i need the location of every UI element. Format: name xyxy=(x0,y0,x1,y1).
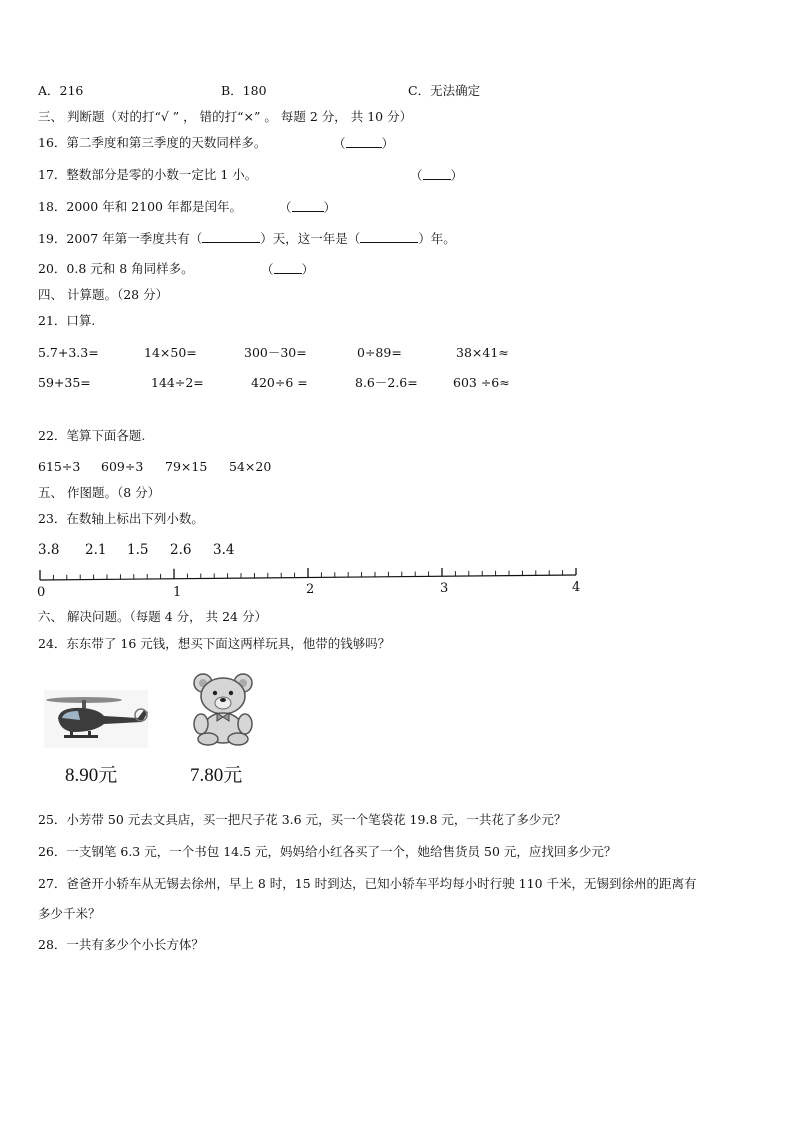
answer-blank-17: （ ） xyxy=(410,168,464,183)
question-22-title: 22．笔算下面各题. xyxy=(38,428,146,443)
section-4-title: 四、 计算题。（28 分） xyxy=(38,287,169,302)
written-calc-item: 609÷3 xyxy=(101,459,144,474)
question-27-line-1: 27．爸爸开小轿车从无锡去徐州，早上 8 时，15 时到达，已知小轿车平均每小时行驶 110 千米，无锡到徐州的距离有 xyxy=(38,876,697,891)
question-16: 16．第二季度和第三季度的天数同样多。 xyxy=(38,135,267,150)
calc-item: 14×50= xyxy=(144,345,197,360)
written-calc-item: 54×20 xyxy=(229,459,272,474)
calc-item: 5.7+3.3= xyxy=(38,345,99,360)
written-calc-item: 615÷3 xyxy=(38,459,81,474)
decimal-item: 3.8 xyxy=(38,542,60,558)
option-c: C．无法确定 xyxy=(408,83,481,98)
section-5-title: 五、 作图题。（8 分） xyxy=(38,485,161,500)
calc-item: 603 ÷6≈ xyxy=(453,375,510,390)
answer-blank-16: （ ） xyxy=(333,136,395,151)
question-17: 17．整数部分是零的小数一定比 1 小。 xyxy=(38,167,258,182)
axis-label: 2 xyxy=(306,582,315,597)
section-3-title: 三、 判断题（对的打“√ ” ， 错的打“×” 。 每题 2 分， 共 10 分） xyxy=(38,109,413,124)
calc-item: 0÷89= xyxy=(357,345,402,360)
axis-label: 0 xyxy=(37,585,46,600)
calc-item: 144÷2= xyxy=(151,375,204,390)
calc-item: 420÷6 = xyxy=(251,375,308,390)
calc-item: 59+35= xyxy=(38,375,91,390)
question-21-title: 21．口算. xyxy=(38,313,96,328)
axis-label: 4 xyxy=(572,580,581,595)
axis-label: 1 xyxy=(173,585,182,600)
question-24: 24．东东带了 16 元钱，想买下面这两样玩具，他带的钱够吗？ xyxy=(38,636,391,651)
question-19: 19．2007 年第一季度共有（ ）天，这一年是（ ）年。 xyxy=(38,231,456,246)
option-a: A．216 xyxy=(38,83,84,98)
question-23-title: 23．在数轴上标出下列小数。 xyxy=(38,511,204,526)
helicopter-icon xyxy=(44,690,148,748)
number-line-ticks xyxy=(40,568,576,580)
question-25: 25．小芳带 50 元去文具店，买一把尺子花 3.6 元，买一个笔袋花 19.8 元，一共花了多少元？ xyxy=(38,812,567,827)
decimal-item: 3.4 xyxy=(213,542,235,558)
calc-item: 38×41≈ xyxy=(456,345,509,360)
written-calc-item: 79×15 xyxy=(165,459,208,474)
question-18: 18．2000 年和 2100 年都是闰年。 xyxy=(38,199,242,214)
question-26: 26．一支钢笔 6.3 元，一个书包 14.5 元，妈妈给小红各买了一个，她给售货员 50 元，应找回多少元？ xyxy=(38,844,617,859)
teddy-bear-price: 7.80元 xyxy=(190,765,243,786)
decimal-item: 2.6 xyxy=(170,542,192,558)
option-b: B．180 xyxy=(221,83,267,98)
answer-blank-20: （ ） xyxy=(261,262,315,277)
teddy-bear-icon xyxy=(190,672,256,746)
decimal-item: 2.1 xyxy=(85,542,107,558)
axis-label: 3 xyxy=(440,581,449,596)
question-28: 28．一共有多少个小长方体？ xyxy=(38,937,204,952)
helicopter-price: 8.90元 xyxy=(65,765,118,786)
section-6-title: 六、 解决问题。（每题 4 分， 共 24 分） xyxy=(38,609,267,624)
question-27-line-2: 多少千米？ xyxy=(38,906,101,921)
calc-item: 300－30= xyxy=(244,345,307,360)
calc-item: 8.6－2.6= xyxy=(355,375,418,390)
answer-blank-18: （ ） xyxy=(279,200,337,215)
question-20: 20．0.8 元和 8 角同样多。 xyxy=(38,261,194,276)
decimal-item: 1.5 xyxy=(127,542,149,558)
